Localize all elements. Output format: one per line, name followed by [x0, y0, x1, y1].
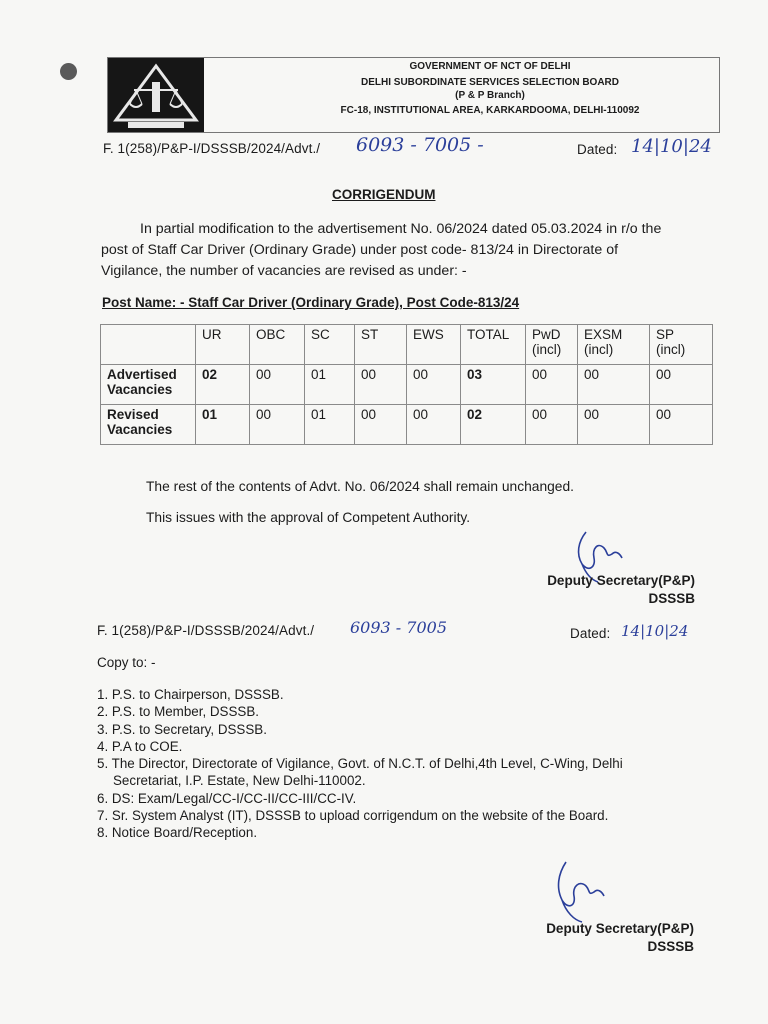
handwritten-date: 14|10|24: [631, 136, 712, 157]
table-header-cell: EXSM (incl): [578, 325, 650, 365]
table-header-row: [101, 325, 713, 365]
copy-to-label: Copy to: -: [97, 655, 156, 670]
list-item: 2. P.S. to Member, DSSSB.: [97, 704, 260, 720]
list-item: 6. DS: Exam/Legal/CC-I/CC-II/CC-III/CC-IV.: [97, 790, 357, 806]
signature-2: [552, 858, 612, 929]
punch-hole: [60, 63, 77, 80]
document-title: CORRIGENDUM: [332, 187, 436, 202]
signatory-org-2: DSSSB: [647, 939, 694, 954]
table-cell: 00: [526, 365, 578, 405]
table-cell: 01: [305, 365, 355, 405]
para-line-2: post of Staff Car Driver (Ordinary Grade) under post code- 813/24 in Directorate of: [101, 242, 619, 258]
table-cell: 00: [578, 365, 650, 405]
dsssb-logo: [108, 58, 204, 132]
table-cell: 00: [650, 365, 713, 405]
handwritten-copy-date: 14|10|24: [621, 622, 689, 640]
table-cell: 03: [461, 365, 526, 405]
table-row: [101, 405, 713, 445]
table-header-cell: [101, 325, 196, 365]
table-header-cell: PwD (incl): [526, 325, 578, 365]
handwritten-issue-number: 6093 - 7005 -: [356, 134, 484, 156]
table-cell: 00: [355, 365, 407, 405]
list-item: 7. Sr. System Analyst (IT), DSSSB to upload corrigendum on the website of the Board.: [97, 808, 609, 824]
rest-unchanged-line: The rest of the contents of Advt. No. 06/2024 shall remain unchanged.: [146, 479, 574, 494]
table-cell: 02: [461, 405, 526, 445]
list-item: 8. Notice Board/Reception.: [97, 825, 258, 841]
table-cell: 00: [526, 405, 578, 445]
table-header-cell: UR: [196, 325, 250, 365]
table-header-cell: SP (incl): [650, 325, 713, 365]
handwritten-copy-issue-number: 6093 - 7005: [350, 618, 448, 637]
post-name-heading: Post Name: - Staff Car Driver (Ordinary Grade), Post Code-813/24: [102, 295, 520, 310]
list-item: 5. The Director, Directorate of Vigilance, Govt. of N.C.T. of Delhi,4th Level, C-Wing, Delhi Secretariat, I.P. Estate, New Delhi-110002.: [97, 756, 623, 789]
para-line-1: In partial modification to the advertisement No. 06/2024 dated 05.03.2024 in r/o the: [140, 221, 662, 237]
list-item: 3. P.S. to Secretary, DSSSB.: [97, 721, 267, 737]
copy-dated-label: Dated:: [570, 626, 611, 641]
table-cell: 02: [196, 365, 250, 405]
copy-list: [97, 686, 682, 842]
signatory-designation-1: Deputy Secretary(P&P): [547, 573, 695, 588]
table-row: [101, 365, 713, 405]
approval-line: This issues with the approval of Competent Authority.: [146, 510, 471, 525]
row-label: Revised Vacancies: [101, 405, 196, 445]
list-item: 1. P.S. to Chairperson, DSSSB.: [97, 687, 284, 702]
table-cell: 00: [250, 365, 305, 405]
table-cell: 00: [650, 405, 713, 445]
list-item: 4. P.A to COE.: [97, 738, 183, 754]
para-line-3: Vigilance, the number of vacancies are revised as under: -: [101, 263, 467, 279]
row-label: Advertised Vacancies: [101, 365, 196, 405]
table-cell: 00: [355, 405, 407, 445]
header-address: FC-18, INSTITUTIONAL AREA, KARKARDOOMA, DELHI-110092: [340, 105, 640, 116]
table-cell: 00: [250, 405, 305, 445]
dated-label: Dated:: [577, 142, 618, 157]
table-cell: 01: [196, 405, 250, 445]
table-cell: 00: [407, 365, 461, 405]
table-cell: 01: [305, 405, 355, 445]
header-branch: (P & P Branch): [455, 90, 525, 101]
table-header-cell: TOTAL: [461, 325, 526, 365]
copy-file-number: F. 1(258)/P&P-I/DSSSB/2024/Advt./: [97, 623, 315, 638]
signatory-org-1: DSSSB: [648, 591, 695, 606]
table-header-cell: OBC: [250, 325, 305, 365]
vacancies-table: [100, 324, 713, 445]
table-header-cell: ST: [355, 325, 407, 365]
table-header-cell: SC: [305, 325, 355, 365]
table-cell: 00: [407, 405, 461, 445]
table-header-cell: EWS: [407, 325, 461, 365]
header-govt: GOVERNMENT OF NCT OF DELHI: [409, 61, 571, 72]
file-number: F. 1(258)/P&P-I/DSSSB/2024/Advt./: [103, 141, 321, 156]
table-cell: 00: [578, 405, 650, 445]
signatory-designation-2: Deputy Secretary(P&P): [546, 921, 694, 936]
header-board: DELHI SUBORDINATE SERVICES SELECTION BOARD: [361, 77, 619, 88]
